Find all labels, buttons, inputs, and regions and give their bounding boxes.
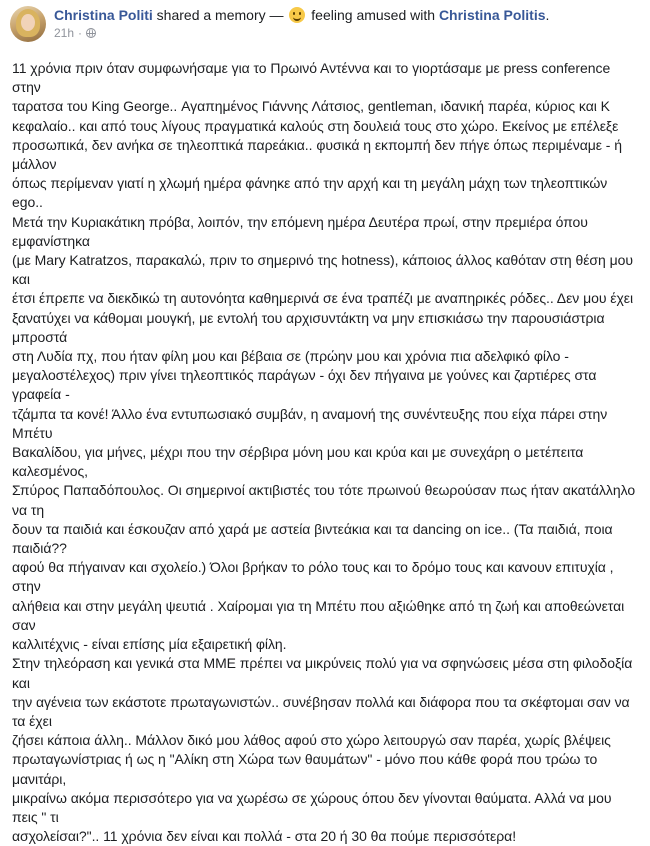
author-avatar[interactable] [10, 6, 46, 42]
smiling-face-icon [289, 7, 305, 23]
post-meta [54, 6, 549, 42]
post-timestamp[interactable]: 21h [54, 26, 75, 40]
post-header [10, 6, 640, 46]
author-name-link[interactable]: Christina Politi [54, 7, 153, 23]
tagged-person-link[interactable]: Christina Politis [438, 7, 546, 23]
post-subline [54, 24, 549, 42]
avatar-face [21, 14, 35, 31]
post-headline [54, 6, 549, 24]
globe-icon[interactable] [86, 28, 96, 38]
shared-memory-text: shared a memory — [152, 7, 288, 23]
post-body-text: 11 χρόνια πριν όταν συμφωνήσαμε για το Πρωινό Αντέννα και το γιορτάσαμε με press conference στην ταρατσα του King George.. Αγαπημένος Γιάννης Λάτσιος, gentleman, ιδανική παρέα, κύριος και Κ κεφαλαίο.. και από τους λίγους πραγματικά καλούς στη δουλειά τους στο χώρο. Εκείνος με επέλεξε προσωπικά, δεν ανήκα σε τηλεοπτικά παρεάκια.. φυσικά η εκπομπή δεν πήγε όπως περιμέναμε - ή μάλλον όπως περίμεναν γιατί η χλωμή ημέρα φάνηκε από την αρχή και τη μεγάλη μάχη των τηλεοπτικών ego.. Μετά την Κυριακάτικη πρόβα, λοιπόν, την επόμενη ημέρα Δευτέρα πρωί, στην πρεμιέρα όπου εμφανίστηκα (με Mary Katratzos, παρακαλώ, πριν το σημερινό της hotness), κάποιος άλλος καθόταν στη θέση μου και έτσι έπρεπε να διεκδικώ τη αυτονόητα καθημερινά σε ένα τραπέζι με αναπηρικές ρόδες.. Δεν μου έχει ξανατύχει να κάθομαι μουγκή, με εντολή του αρχισυντάκτη να μην επισκιάσω την παρουσιάστρια μπροστά στη Λυδία πχ, που ήταν φίλη μου και βέβαια σε (πρώην μου και χρόνια πια αδελφικό φίλο - μεγαλοστέλεχος) πριν γίνει τηλεοπτικός παράγων - όχι δεν πήγαινα με γούνες και ζαρτιέρες στα γραφεία - τζάμπα τα κονέ! Άλλο ένα εντυπωσιακό συμβάν, η αναμονή της συνέντευξης που είχα πάρει στην Μπέτυ Βακαλίδου, για μήνες, μέχρι που την σέρβιρα μόνη μου και κρύα και με συνεχάρη ο μετέπειτα καλεσμένος, Σπύρος Παπαδόπουλος. Οι σημερινοί ακτιβιστές του τότε πρωινού θεωρούσαν πως ήταν ακατάλληλο να τη δουν τα παιδιά και έσκουζαν από χαρά με αστεία βιντεάκια και τα dancing on ice.. (Τα παιδιά, ποια παιδιά?? αφού θα πήγαιναν και σχολείο.) Όλοι βρήκαν το ρόλο τους και το δρόμο τους και κανουν επιτυχία , στην αλήθεια και στην μεγάλη ψευτιά . Χαίρομαι για τη Μπέτυ που αξιώθηκε από τη ζωή και αποθεώνεται σαν καλλιτέχνις - είναι επίσης μία εξαιρετική φίλη. Στην τηλεόραση και γενικά στα ΜΜΕ πρέπει να μικρύνεις πολύ για να σφηνώσεις μέσα στη φιλοδοξία και την αγένεια των εκάστοτε πρωταγωνιστών.. συνέβησαν πολλά και διάφορα που τα σκέφτομαι σαν να τα έχει ζήσει κάποια άλλη.. Μάλλον δικό μου λάθος αφού στο χώρο λειτουργώ σαν παρέα, χωρίς βλέψεις πρωταγωνίστριας ή ως η "Αλίκη στη Χώρα των θαυμάτων" - μόνο που κάθε φορά που τρώω το μανιτάρι, μικραίνω ακόμα περισσότερο για να χωρέσω σε χώρους όπου δεν γίνονται θαύματα. Αλλά να μου πεις " τι ασχολείσαι?".. 11 χρόνια δεν είναι και πολλά - στα 20 ή 30 θα πούμε περισσότερα! [12, 60, 636, 845]
headline-period: . [545, 7, 550, 23]
subline-separator: · [78, 26, 83, 40]
feeling-text: feeling amused with [307, 7, 439, 23]
